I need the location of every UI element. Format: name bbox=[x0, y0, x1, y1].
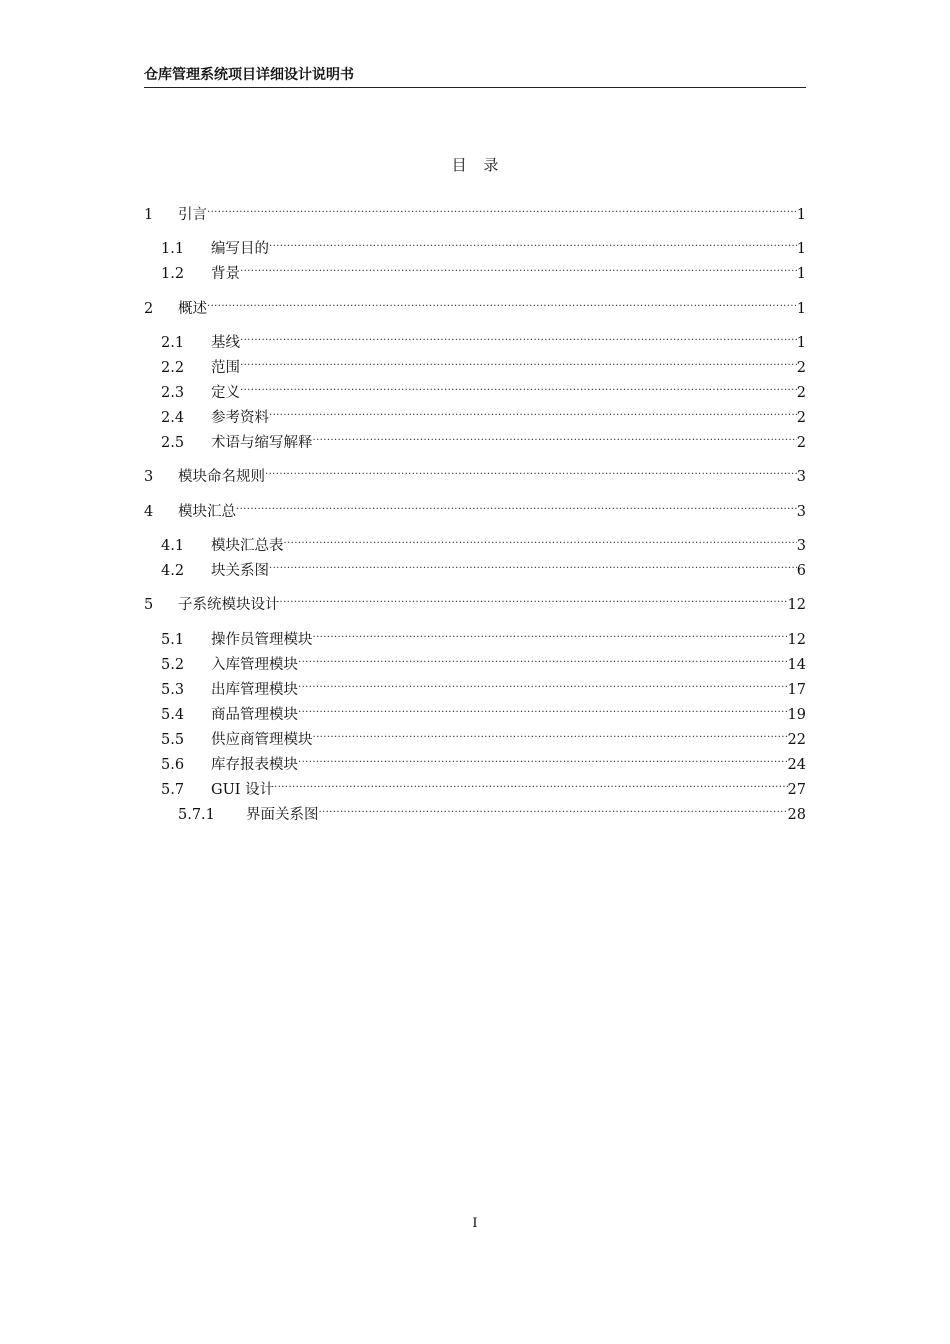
table-of-contents bbox=[144, 0, 806, 900]
toc-entry[interactable] bbox=[144, 375, 806, 401]
toc-entry[interactable] bbox=[144, 772, 806, 798]
toc-dot-leader bbox=[274, 772, 787, 794]
toc-entry[interactable] bbox=[144, 350, 806, 376]
document-title: 仓库管理系统项目详细设计说明书 bbox=[144, 67, 354, 83]
toc-entry[interactable] bbox=[144, 647, 806, 673]
toc-dot-leader bbox=[313, 622, 788, 644]
toc-entry-number: 2.1 bbox=[161, 335, 185, 351]
toc-entry[interactable] bbox=[144, 587, 806, 613]
toc-dot-leader bbox=[269, 231, 797, 253]
toc-entry-number: 1 bbox=[144, 207, 154, 223]
toc-entry-page: 17 bbox=[787, 682, 806, 698]
toc-entry-label: 子系统模块设计 bbox=[178, 597, 280, 613]
toc-entry-page: 28 bbox=[787, 807, 806, 823]
toc-entry-page: 1 bbox=[796, 241, 806, 257]
toc-entry-page: 3 bbox=[796, 469, 806, 485]
toc-dot-leader bbox=[269, 400, 797, 422]
toc-entry-label: 基线 bbox=[211, 335, 240, 351]
toc-entry-label: 背景 bbox=[211, 266, 240, 282]
toc-entry-number: 3 bbox=[144, 469, 154, 485]
toc-entry-label: GUI 设计 bbox=[211, 782, 275, 798]
toc-dot-leader bbox=[240, 350, 797, 372]
toc-entry-number: 5.3 bbox=[161, 682, 185, 698]
toc-entry[interactable] bbox=[144, 622, 806, 648]
toc-entry-label: 编写目的 bbox=[211, 241, 269, 257]
toc-entry-number: 4.1 bbox=[161, 538, 185, 554]
toc-entry-number: 2.4 bbox=[161, 410, 185, 426]
toc-entry-page: 6 bbox=[796, 563, 806, 579]
toc-entry[interactable] bbox=[144, 325, 806, 351]
toc-entry-page: 1 bbox=[796, 207, 806, 223]
toc-dot-leader bbox=[284, 528, 797, 550]
toc-entry[interactable] bbox=[144, 197, 806, 223]
toc-dot-leader bbox=[269, 553, 797, 575]
toc-dot-leader bbox=[298, 647, 788, 669]
toc-entry-number: 5 bbox=[144, 597, 154, 613]
toc-entry-page: 2 bbox=[796, 360, 806, 376]
toc-entry-number: 1.2 bbox=[161, 266, 185, 282]
toc-entry-label: 模块命名规则 bbox=[178, 469, 265, 485]
toc-dot-leader bbox=[240, 325, 797, 347]
toc-entry-page: 1 bbox=[796, 335, 806, 351]
toc-dot-leader bbox=[236, 494, 797, 516]
toc-title: 目 录 bbox=[451, 156, 505, 174]
toc-entry-page: 2 bbox=[796, 435, 806, 451]
toc-dot-leader bbox=[298, 697, 788, 719]
toc-entry-label: 库存报表模块 bbox=[211, 757, 298, 773]
toc-entry-label: 术语与缩写解释 bbox=[211, 435, 313, 451]
toc-entry[interactable] bbox=[144, 400, 806, 426]
toc-entry-label: 范围 bbox=[211, 360, 240, 376]
toc-dot-leader bbox=[240, 256, 797, 278]
toc-entry-page: 24 bbox=[787, 757, 806, 773]
toc-entry[interactable] bbox=[144, 291, 806, 317]
toc-dot-leader bbox=[313, 425, 797, 447]
toc-entry-number: 5.7 bbox=[161, 782, 185, 798]
toc-entry-number: 5.2 bbox=[161, 657, 185, 673]
toc-entry[interactable] bbox=[144, 797, 806, 823]
toc-entry-number: 5.5 bbox=[161, 732, 185, 748]
toc-entry-label: 商品管理模块 bbox=[211, 707, 298, 723]
toc-dot-leader bbox=[319, 797, 788, 819]
toc-entry-label: 参考资料 bbox=[211, 410, 269, 426]
toc-entry-number: 2.2 bbox=[161, 360, 185, 376]
toc-dot-leader bbox=[280, 587, 788, 609]
toc-entry[interactable] bbox=[144, 747, 806, 773]
toc-entry-page: 3 bbox=[796, 504, 806, 520]
toc-entry-number: 4 bbox=[144, 504, 154, 520]
toc-dot-leader bbox=[265, 459, 797, 481]
toc-dot-leader bbox=[298, 672, 788, 694]
toc-dot-leader bbox=[313, 722, 788, 744]
toc-entry[interactable] bbox=[144, 553, 806, 579]
toc-dot-leader bbox=[207, 291, 797, 313]
toc-entry-number: 5.4 bbox=[161, 707, 185, 723]
toc-entry-number: 2.3 bbox=[161, 385, 185, 401]
toc-entry-label: 出库管理模块 bbox=[211, 682, 298, 698]
toc-entry-page: 1 bbox=[796, 301, 806, 317]
toc-entry-label: 供应商管理模块 bbox=[211, 732, 313, 748]
toc-entry-number: 4.2 bbox=[161, 563, 185, 579]
toc-entry[interactable] bbox=[144, 256, 806, 282]
toc-entry-page: 19 bbox=[787, 707, 806, 723]
toc-entry-label: 概述 bbox=[178, 301, 207, 317]
toc-dot-leader bbox=[240, 375, 797, 397]
toc-entry-number: 5.6 bbox=[161, 757, 185, 773]
toc-entry-label: 块关系图 bbox=[211, 563, 269, 579]
toc-entry[interactable] bbox=[144, 459, 806, 485]
toc-entry[interactable] bbox=[144, 722, 806, 748]
toc-entry-label: 界面关系图 bbox=[246, 807, 319, 823]
toc-entry-page: 12 bbox=[787, 632, 806, 648]
toc-entry[interactable] bbox=[144, 425, 806, 451]
toc-entry-number: 5.1 bbox=[161, 632, 185, 648]
toc-entry-page: 3 bbox=[796, 538, 806, 554]
toc-entry-page: 14 bbox=[787, 657, 806, 673]
toc-entry-label: 引言 bbox=[178, 207, 207, 223]
toc-entry-page: 12 bbox=[787, 597, 806, 613]
toc-entry-number: 5.7.1 bbox=[178, 807, 215, 823]
toc-entry[interactable] bbox=[144, 528, 806, 554]
toc-entry[interactable] bbox=[144, 231, 806, 257]
toc-entry[interactable] bbox=[144, 672, 806, 698]
toc-entry-page: 22 bbox=[787, 732, 806, 748]
toc-entry-page: 2 bbox=[796, 385, 806, 401]
page-number: I bbox=[472, 1216, 478, 1231]
toc-entry-label: 模块汇总 bbox=[178, 504, 236, 520]
toc-entry[interactable] bbox=[144, 697, 806, 723]
toc-entry-label: 入库管理模块 bbox=[211, 657, 298, 673]
toc-dot-leader bbox=[207, 197, 797, 219]
toc-entry-label: 定义 bbox=[211, 385, 240, 401]
toc-entry-number: 1.1 bbox=[161, 241, 185, 257]
toc-entry-number: 2 bbox=[144, 301, 154, 317]
toc-entry-page: 2 bbox=[796, 410, 806, 426]
toc-dot-leader bbox=[298, 747, 788, 769]
toc-entry-page: 27 bbox=[787, 782, 806, 798]
toc-entry-label: 操作员管理模块 bbox=[211, 632, 313, 648]
toc-entry-label: 模块汇总表 bbox=[211, 538, 284, 554]
toc-entry-number: 2.5 bbox=[161, 435, 185, 451]
toc-entry[interactable] bbox=[144, 494, 806, 520]
toc-entry-page: 1 bbox=[796, 266, 806, 282]
